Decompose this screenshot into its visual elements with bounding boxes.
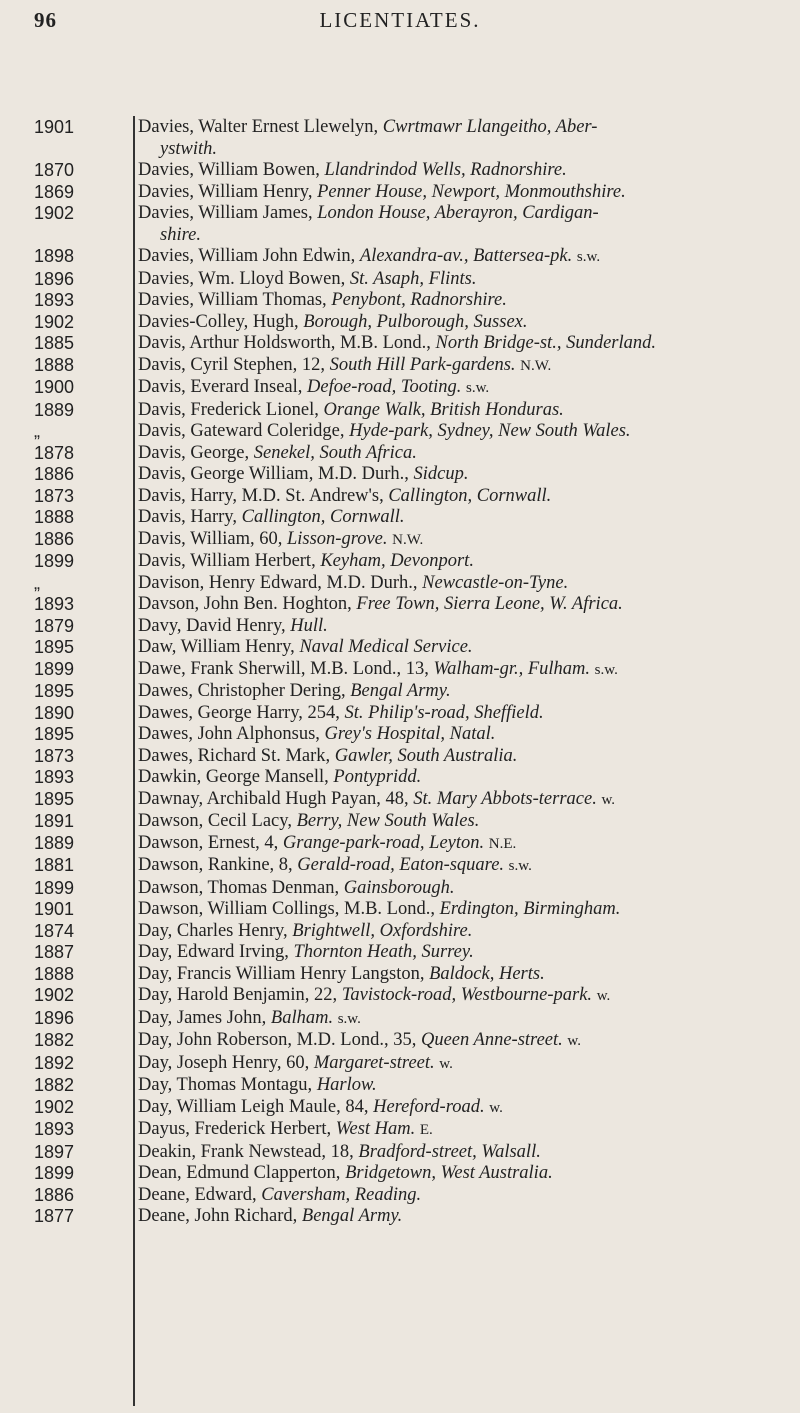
entry-year: 1896	[34, 1007, 75, 1028]
entry-name: Davis, George William, M.D. Durh.,	[138, 464, 409, 484]
entry-text	[138, 355, 798, 378]
entry-year: 1902	[34, 1096, 75, 1117]
list-item	[0, 117, 800, 160]
entry-year: 1893	[34, 1119, 75, 1139]
entry-year: „	[34, 572, 40, 593]
entry-text	[138, 811, 798, 833]
entry-place: Brightwell, Oxfordshire.	[292, 920, 473, 941]
entry-place: Callington, Cornwall.	[388, 485, 552, 506]
entry-text	[138, 551, 798, 573]
entry-text	[138, 681, 798, 703]
entry-name: Davis, Harry,	[138, 507, 237, 527]
entry-name: Day, Francis William Henry Langston,	[138, 963, 425, 984]
entry-text	[138, 486, 798, 508]
entry-place: North Bridge-st., Sunderland.	[435, 333, 657, 353]
entry-text	[138, 529, 798, 552]
list-item	[0, 789, 800, 812]
page-number: 96	[34, 8, 57, 32]
entry-text	[138, 746, 798, 768]
entry-text	[138, 203, 798, 246]
entry-year: 1899	[34, 658, 75, 679]
entry-text	[138, 1053, 798, 1076]
list-item	[0, 921, 800, 943]
entry-year: 1888	[34, 963, 75, 984]
entry-text	[138, 182, 798, 204]
entry-name: Davson, John Ben. Hoghton,	[138, 594, 352, 614]
entry-year: 1870	[34, 160, 75, 180]
list-item	[0, 1185, 800, 1207]
entry-place: Hyde-park, Sydney, New South Wales.	[349, 421, 631, 441]
entry-year: 1874	[34, 920, 75, 941]
entry-text	[138, 921, 798, 943]
entry-place: Defoe-road, Tooting.	[307, 377, 462, 397]
entry-district: s.w.	[337, 1010, 361, 1027]
entry-place: Grey's Hospital, Natal.	[324, 724, 496, 744]
entry-text	[138, 659, 798, 682]
entry-name: Deakin, Frank Newstead, 18,	[138, 1141, 354, 1162]
entry-place: Queen Anne-street.	[420, 1030, 563, 1050]
entry-district: w.	[596, 988, 611, 1004]
entry-text	[138, 767, 798, 789]
entry-place: Senekel, South Africa.	[253, 442, 417, 463]
entry-year: 1887	[34, 942, 75, 962]
list-item	[0, 400, 800, 422]
list-item	[0, 681, 800, 703]
entry-name: Davies, William Henry,	[138, 181, 313, 202]
entry-text	[138, 616, 798, 638]
entry-year: 1881	[34, 855, 75, 875]
entry-place: Penner House, Newport, Monmouthshire.	[317, 181, 626, 202]
entry-year: 1900	[34, 377, 75, 397]
entry-year: 1879	[34, 615, 75, 636]
entry-text	[138, 1119, 798, 1142]
list-item	[0, 594, 800, 616]
entry-name: Davison, Henry Edward, M.D. Durh.,	[138, 572, 418, 593]
entry-place: Sidcup.	[413, 464, 469, 484]
entry-place: Bridgetown, West Australia.	[345, 1163, 553, 1183]
entry-year: 1882	[34, 1030, 75, 1050]
entry-year: 1882	[34, 1075, 75, 1095]
entry-place: Lisson-grove.	[286, 528, 388, 549]
entry-text	[138, 507, 798, 529]
entry-year: 1897	[34, 1141, 75, 1162]
entry-year: 1895	[34, 681, 75, 701]
list-item	[0, 767, 800, 789]
list-item	[0, 1119, 800, 1142]
entry-place: Margaret-street.	[313, 1052, 435, 1073]
entry-name: Davis, Harry, M.D. St. Andrew's,	[138, 485, 384, 506]
list-item	[0, 964, 800, 986]
entry-year: 1899	[34, 877, 75, 898]
entry-year: „	[34, 421, 40, 441]
list-item	[0, 985, 800, 1008]
list-item	[0, 290, 800, 312]
entry-year: 1873	[34, 485, 75, 506]
entry-name: Davis, Gateward Coleridge,	[138, 421, 345, 441]
entry-year: 1902	[34, 311, 75, 332]
list-item	[0, 507, 800, 529]
entry-place: Alexandra-av., Battersea-pk.	[359, 246, 573, 266]
entry-text	[138, 985, 798, 1008]
list-item	[0, 1163, 800, 1185]
entry-text	[138, 269, 798, 291]
list-item	[0, 269, 800, 291]
entry-name: Davies, Walter Ernest Llewelyn,	[138, 117, 379, 137]
entry-district: w.	[439, 1055, 453, 1072]
entry-name: Davies, Wm. Lloyd Bowen,	[138, 268, 346, 289]
entry-year: 1893	[34, 767, 75, 787]
list-item	[0, 616, 800, 638]
list-item	[0, 659, 800, 682]
entry-text	[138, 1030, 798, 1053]
entry-name: Deane, John Richard,	[138, 1206, 298, 1226]
entry-name: Davis, Everard Inseal,	[138, 377, 303, 397]
list-item	[0, 899, 800, 921]
entry-text	[138, 789, 798, 812]
list-item	[0, 811, 800, 833]
entry-year: 1889	[34, 832, 75, 853]
entry-place: Borough, Pulborough, Sussex.	[303, 311, 528, 332]
entry-name: Davis, George,	[138, 442, 250, 463]
entry-place: South Hill Park-gardens.	[329, 354, 516, 375]
entry-place: St. Mary Abbots-terrace.	[413, 788, 597, 809]
entry-name: Dawson, Thomas Denman,	[138, 877, 340, 898]
entry-text	[138, 464, 798, 486]
entry-year: 1885	[34, 333, 75, 353]
entry-name: Day, James John,	[138, 1007, 267, 1028]
entry-name: Dean, Edmund Clapperton,	[138, 1163, 341, 1183]
entry-year: 1888	[34, 354, 75, 375]
entry-year: 1899	[34, 551, 75, 571]
entry-place: Llandrindod Wells, Radnorshire.	[324, 160, 567, 180]
entry-name: Dawes, Richard St. Mark,	[138, 745, 331, 766]
entry-place: Keyham, Devonport.	[320, 551, 474, 571]
entry-text	[138, 1097, 798, 1120]
entry-place: Newcastle-on-Tyne.	[422, 572, 569, 593]
entry-text	[138, 878, 798, 900]
entry-district: s.w.	[465, 380, 490, 396]
list-item	[0, 1075, 800, 1097]
entry-place: Walham-gr., Fulham.	[433, 658, 591, 679]
entry-district: s.w.	[594, 661, 618, 678]
entry-text	[138, 899, 798, 921]
list-item	[0, 724, 800, 746]
entry-name: Day, Edward Irving,	[138, 942, 289, 962]
list-item	[0, 421, 800, 443]
entry-place: Harlow.	[316, 1075, 377, 1095]
entry-text	[138, 594, 798, 616]
entry-year: 1892	[34, 1052, 75, 1073]
entry-place: Cwrtmawr Llangeitho, Aber-	[382, 117, 598, 137]
entry-district: E.	[419, 1122, 433, 1138]
entry-place: Bengal Army.	[350, 681, 451, 701]
entry-place: Penybont, Radnorshire.	[331, 290, 507, 310]
list-item	[0, 703, 800, 725]
list-item	[0, 1142, 800, 1164]
list-item	[0, 833, 800, 856]
entry-year: 1893	[34, 594, 75, 614]
entry-place: Balham.	[270, 1007, 334, 1028]
list-item	[0, 573, 800, 595]
entry-place: Hull.	[290, 615, 328, 636]
list-item	[0, 443, 800, 465]
entry-name: Davis, William, 60,	[138, 528, 283, 549]
entry-year: 1873	[34, 745, 75, 766]
entry-name: Dawes, George Harry, 254,	[138, 702, 340, 723]
running-title: LICENTIATES.	[319, 8, 481, 32]
list-item	[0, 855, 800, 878]
entry-place: Gawler, South Australia.	[334, 745, 518, 766]
entry-name: Dayus, Frederick Herbert,	[138, 1119, 332, 1139]
entry-name: Dawes, John Alphonsus,	[138, 724, 320, 744]
entry-name: Day, Charles Henry,	[138, 920, 288, 941]
entry-year: 1899	[34, 1163, 75, 1183]
entry-place: St. Asaph, Flints.	[349, 268, 477, 289]
entry-place: West Ham.	[335, 1119, 416, 1139]
entry-text	[138, 1075, 798, 1097]
entry-text	[138, 246, 798, 269]
entry-district: w.	[601, 791, 616, 808]
entry-name: Day, Thomas Montagu,	[138, 1075, 313, 1095]
entry-text	[138, 290, 798, 312]
entry-year: 1886	[34, 1184, 75, 1205]
entry-place: Caversham, Reading.	[261, 1184, 422, 1205]
list-item	[0, 551, 800, 573]
entry-year: 1886	[34, 464, 75, 484]
entry-name: Davis, Cyril Stephen, 12,	[138, 354, 326, 375]
entry-text	[138, 312, 798, 334]
list-item	[0, 160, 800, 182]
entry-name: Dawkin, George Mansell,	[138, 767, 329, 787]
entry-name: Dawson, Ernest, 4,	[138, 832, 279, 853]
list-item	[0, 464, 800, 486]
list-item	[0, 355, 800, 378]
entry-name: Davis, Arthur Holdsworth, M.B. Lond.,	[138, 333, 431, 353]
list-item	[0, 486, 800, 508]
entry-year: 1869	[34, 181, 75, 202]
entry-name: Davies, William Thomas,	[138, 290, 327, 310]
list-item	[0, 942, 800, 964]
entry-text	[138, 117, 798, 160]
entry-place: Bengal Army.	[301, 1206, 403, 1226]
entry-district: N.W.	[392, 531, 424, 548]
entry-place: Gainsborough.	[343, 877, 455, 898]
entry-text	[138, 724, 798, 746]
entry-name: Davy, David Henry,	[138, 615, 286, 636]
entry-name: Davies, William James,	[138, 203, 313, 223]
list-item	[0, 246, 800, 269]
entry-district: N.W.	[520, 357, 552, 374]
entry-name: Day, Joseph Henry, 60,	[138, 1052, 310, 1073]
entry-place-continued: ystwith.	[160, 138, 218, 159]
list-item	[0, 1206, 800, 1228]
entry-year: 1891	[34, 811, 75, 831]
entry-place: Baldock, Herts.	[429, 963, 545, 984]
entry-district: s.w.	[508, 858, 532, 874]
entry-year: 1898	[34, 246, 75, 266]
entry-year: 1893	[34, 290, 75, 310]
entry-name: Dawson, William Collings, M.B. Lond.,	[138, 899, 435, 919]
list-item	[0, 312, 800, 334]
list-item	[0, 203, 800, 246]
entry-year: 1902	[34, 203, 75, 223]
entry-name: Davies, William John Edwin,	[138, 246, 356, 266]
entry-name: Daw, William Henry,	[138, 637, 295, 657]
entry-district: s.w.	[576, 249, 601, 265]
entry-text	[138, 1008, 798, 1031]
entry-year: 1886	[34, 528, 75, 549]
entry-place: Orange Walk, British Honduras.	[323, 399, 564, 420]
list-item	[0, 377, 800, 400]
entry-text	[138, 443, 798, 465]
entry-district: w.	[489, 1099, 503, 1116]
entry-year: 1889	[34, 399, 75, 420]
entry-district: w.	[567, 1033, 581, 1049]
entry-text	[138, 1206, 798, 1228]
entry-place: Free Town, Sierra Leone, W. Africa.	[356, 594, 623, 614]
entry-text	[138, 400, 798, 422]
entry-text	[138, 333, 798, 355]
list-item	[0, 333, 800, 355]
list-item	[0, 746, 800, 768]
entry-place: Erdington, Birmingham.	[439, 899, 621, 919]
entry-place: Gerald-road, Eaton-square.	[297, 855, 505, 875]
entry-name: Day, Harold Benjamin, 22,	[138, 985, 338, 1005]
entry-name: Davies, William Bowen,	[138, 160, 320, 180]
entry-year: 1888	[34, 507, 75, 527]
entry-name: Dawnay, Archibald Hugh Payan, 48,	[138, 788, 409, 809]
entry-name: Davis, Frederick Lionel,	[138, 399, 319, 420]
entry-place: St. Philip's-road, Sheffield.	[344, 702, 544, 723]
entry-text	[138, 855, 798, 878]
entry-year: 1877	[34, 1206, 75, 1226]
list-item	[0, 878, 800, 900]
list-item	[0, 1097, 800, 1120]
entry-year: 1895	[34, 637, 75, 657]
entry-place: Pontypridd.	[333, 767, 422, 787]
entry-name: Dawson, Cecil Lacy,	[138, 811, 292, 831]
entry-year: 1901	[34, 899, 75, 919]
entry-text	[138, 637, 798, 659]
entry-text	[138, 421, 798, 443]
licentiates-list	[0, 117, 800, 1228]
entry-year: 1901	[34, 117, 75, 137]
entry-name: Davis, William Herbert,	[138, 551, 316, 571]
entry-text	[138, 703, 798, 725]
entry-place: Naval Medical Service.	[299, 637, 473, 657]
entry-place: London House, Aberayron, Cardigan-	[317, 203, 599, 223]
entry-year: 1878	[34, 442, 75, 463]
entry-district: N.E.	[488, 835, 517, 852]
entry-name: Day, William Leigh Maule, 84,	[138, 1096, 369, 1117]
entry-text	[138, 377, 798, 400]
list-item	[0, 529, 800, 552]
entry-place: Grange-park-road, Leyton.	[282, 832, 485, 853]
entry-place: Callington, Cornwall.	[241, 507, 405, 527]
entry-name: Dawe, Frank Sherwill, M.B. Lond., 13,	[138, 658, 429, 679]
entry-year: 1895	[34, 724, 75, 744]
entry-name: Davies-Colley, Hugh,	[138, 311, 299, 332]
entry-year: 1890	[34, 702, 75, 723]
entry-text	[138, 1185, 798, 1207]
entry-text	[138, 1142, 798, 1164]
entry-text	[138, 573, 798, 595]
list-item	[0, 1030, 800, 1053]
entry-name: Dawes, Christopher Dering,	[138, 681, 346, 701]
entry-text	[138, 833, 798, 856]
entry-place-continued: shire.	[160, 224, 201, 245]
entry-place: Hereford-road.	[373, 1096, 485, 1117]
list-item	[0, 1008, 800, 1031]
entry-text	[138, 942, 798, 964]
entry-year: 1895	[34, 788, 75, 809]
entry-text	[138, 1163, 798, 1185]
entry-place: Tavistock-road, Westbourne-park.	[341, 985, 593, 1005]
list-item	[0, 637, 800, 659]
entry-text	[138, 160, 798, 182]
list-item	[0, 182, 800, 204]
entry-name: Day, John Roberson, M.D. Lond., 35,	[138, 1030, 417, 1050]
entry-name: Deane, Edward,	[138, 1184, 257, 1205]
entry-year: 1896	[34, 268, 75, 289]
list-item	[0, 1053, 800, 1076]
entry-year: 1902	[34, 985, 75, 1005]
entry-place: Bradford-street, Walsall.	[358, 1141, 541, 1162]
entry-name: Dawson, Rankine, 8,	[138, 855, 293, 875]
entry-place: Berry, New South Wales.	[296, 811, 480, 831]
entry-text	[138, 964, 798, 986]
entry-place: Thornton Heath, Surrey.	[293, 942, 474, 962]
